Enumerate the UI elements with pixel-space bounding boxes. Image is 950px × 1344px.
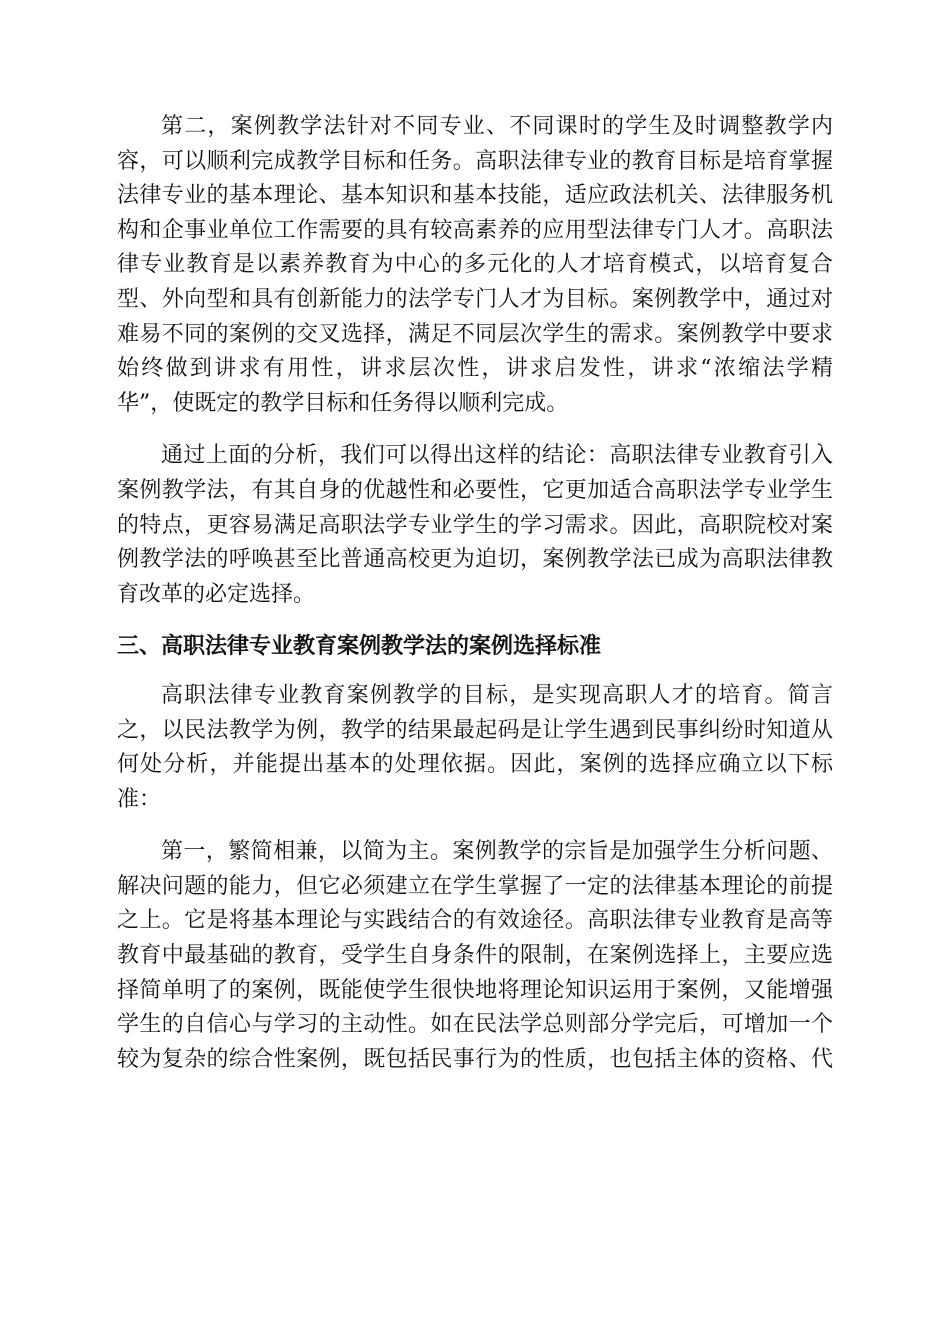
paragraph-line: 第一，繁简相兼，以简为主。案例教学的宗旨是加强学生分析问题、 (161, 839, 833, 865)
paragraph-first-standard (117, 835, 833, 1077)
paragraph-line: 育改革的必定选择。 (117, 581, 316, 607)
paragraph-conclusion (117, 439, 833, 612)
paragraph-section-intro (117, 679, 833, 817)
paragraph-line: 难易不同的案例的交叉选择，满足不同层次学生的需求。案例教学中要求 (117, 321, 833, 347)
paragraph-line: 择简单明了的案例，既能使学生很快地将理论知识运用于案例，又能增强 (117, 977, 833, 1003)
paragraph-line: 例教学法的呼唤甚至比普通高校更为迫切，案例教学法已成为高职法律教 (117, 547, 833, 573)
paragraph-line: 之，以民法教学为例，教学的结果最起码是让学生遇到民事纠纷时知道从 (117, 717, 833, 743)
paragraph-line: 律专业教育是以素养教育为中心的多元化的人才培育模式，以培育复合 (117, 252, 833, 278)
section-heading: 三、高职法律专业教育案例教学法的案例选择标准 (117, 634, 602, 660)
paragraph-line: 较为复杂的综合性案例，既包括民事行为的性质，也包括主体的资格、代 (117, 1046, 833, 1072)
paragraph-line: 解决问题的能力，但它必须建立在学生掌握了一定的法律基本理论的前提 (117, 873, 833, 899)
paragraph-line: 教育中最基础的教育，受学生自身条件的限制，在案例选择上，主要应选 (117, 943, 833, 969)
paragraph-second-point (117, 110, 833, 421)
paragraph-line: 华”，使既定的教学目标和任务得以顺利完成。 (117, 390, 569, 416)
paragraph-line: 容，可以顺利完成教学目标和任务。高职法律专业的教育目标是培育掌握 (117, 148, 833, 174)
paragraph-line: 法律专业的基本理论、基本知识和基本技能，适应政法机关、法律服务机 (117, 183, 833, 209)
paragraph-line: 通过上面的分析，我们可以得出这样的结论：高职法律专业教育引入 (161, 443, 833, 469)
paragraph-line: 之上。它是将基本理论与实践结合的有效途径。高职法律专业教育是高等 (117, 908, 833, 934)
paragraph-line: 学生的自信心与学习的主动性。如在民法学总则部分学完后，可增加一个 (117, 1012, 833, 1038)
paragraph-line: 的特点，更容易满足高职法学专业学生的学习需求。因此，高职院校对案 (117, 512, 833, 538)
paragraph-line: 型、外向型和具有创新能力的法学专门人才为目标。案例教学中，通过对 (117, 286, 833, 312)
paragraph-line: 高职法律专业教育案例教学的目标，是实现高职人才的培育。简言 (161, 682, 833, 708)
paragraph-line: 第二，案例教学法针对不同专业、不同课时的学生及时调整教学内 (161, 114, 833, 139)
paragraph-line: 构和企事业单位工作需要的具有较高素养的应用型法律专门人才。高职法 (117, 217, 833, 243)
paragraph-line: 始终做到讲求有用性，讲求层次性，讲求启发性，讲求“浓缩法学精 (117, 356, 833, 382)
paragraph-line: 何处分析，并能提出基本的处理依据。因此，案例的选择应确立以下标 (117, 752, 833, 778)
document-body (117, 110, 833, 1095)
paragraph-line: 准： (117, 786, 162, 812)
paragraph-line: 案例教学法，有其自身的优越性和必要性，它更加适合高职法学专业学生 (117, 477, 833, 503)
